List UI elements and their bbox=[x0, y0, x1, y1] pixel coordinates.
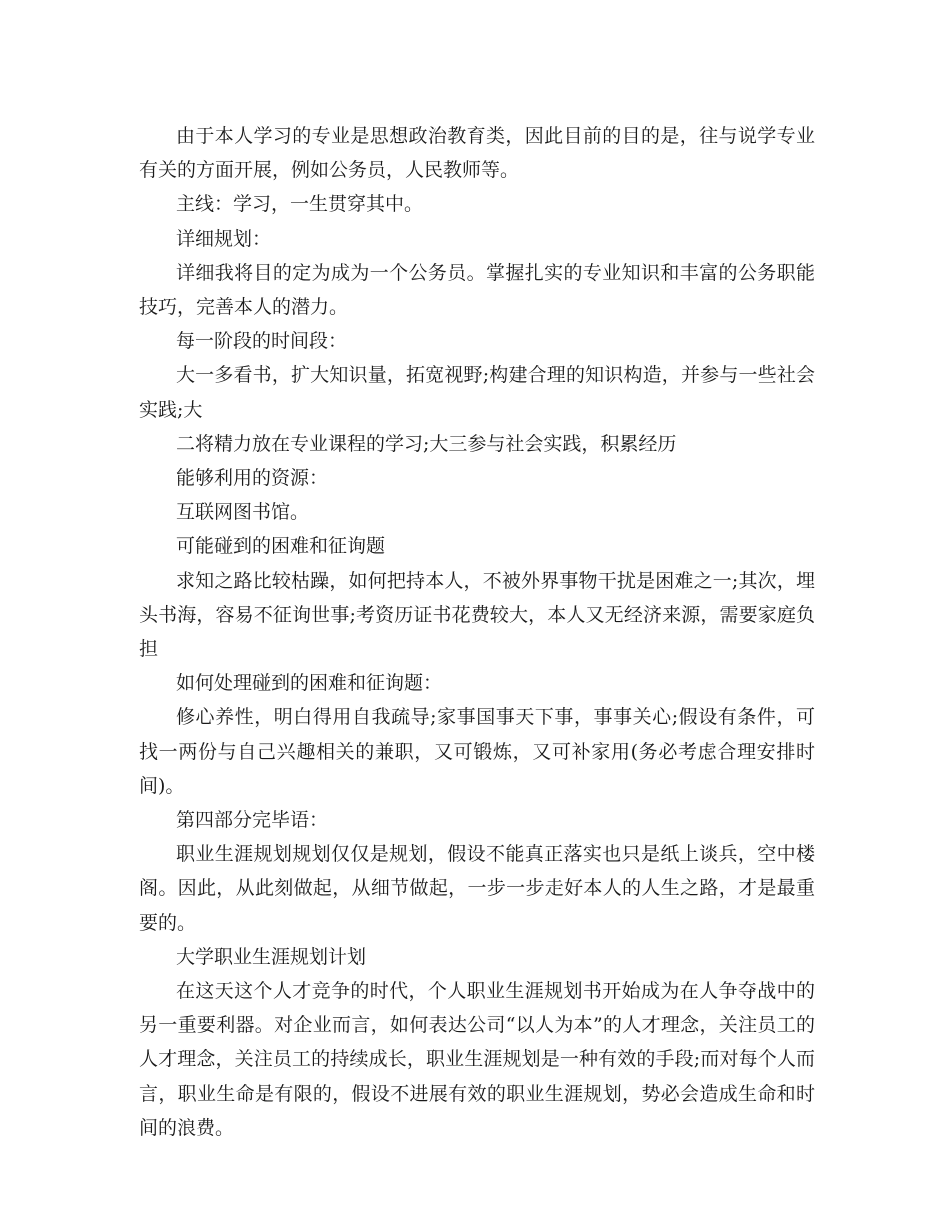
heading-career-plan: 大学职业生涯规划计划 bbox=[176, 945, 367, 968]
paragraph-conclusion: 职业生涯规划规划仅仅是规划，假设不能真正落实也只是纸上谈兵，空中楼阁。因此，从此刻做起，从细节做起，一步一步走好本人的人生之路，才是最重要的。 bbox=[139, 843, 815, 934]
paragraph-solutions: 修心养性，明白得用自我疏导;家事国事天下事，事事关心;假设有条件，可找一两份与自己兴趣相关的兼职，又可锻炼，又可补家用(务必考虑合理安排时间)。 bbox=[139, 706, 815, 797]
paragraph-year-two-three: 二将精力放在专业课程的学习;大三参与社会实践，积累经历 bbox=[176, 432, 677, 455]
paragraph-mainline: 主线：学习，一生贯穿其中。 bbox=[176, 193, 424, 216]
paragraph-resources: 互联网图书馆。 bbox=[176, 501, 310, 524]
paragraph-career-plan-intro: 在这天这个人才竞争的时代，个人职业生涯规划书开始成为在人争夺战中的另一重要利器。对企业而言，如何表达公司“以人为本”的人才理念，关注员工的人才理念，关注员工的持续成长，职业生涯规划是一种有效的手段;而对每个人而言，职业生命是有限的，假设不进展有效的职业生涯规划，势必会造成生命和时间的浪费。 bbox=[139, 980, 815, 1139]
heading-difficulties: 可能碰到的困难和征询题 bbox=[176, 535, 386, 558]
document-body bbox=[139, 119, 815, 1145]
paragraph-year-one: 大一多看书，扩大知识量，拓宽视野;构建合理的知识构造，并参与一些社会实践;大 bbox=[139, 364, 815, 421]
paragraph-goal: 由于本人学习的专业是思想政治教育类，因此目前的目的是，往与说学专业有关的方面开展，例如公务员，人民教师等。 bbox=[139, 125, 815, 182]
paragraph-difficulties: 求知之路比较枯躁，如何把持本人，不被外界事物干扰是困难之一;其次，埋头书海，容易不征询世事;考资历证书花费较大，本人又无经济来源，需要家庭负担 bbox=[139, 569, 815, 661]
heading-detailed-plan: 详细规划： bbox=[176, 227, 272, 250]
heading-part-four-conclusion: 第四部分完毕语： bbox=[176, 809, 329, 832]
heading-time-stages: 每一阶段的时间段： bbox=[176, 330, 348, 353]
heading-resources: 能够利用的资源： bbox=[176, 467, 329, 490]
paragraph-detailed-plan: 详细我将目的定为成为一个公务员。掌握扎实的专业知识和丰富的公务职能技巧，完善本人的潜力。 bbox=[139, 261, 815, 319]
heading-solutions: 如何处理碰到的困难和征询题： bbox=[176, 672, 443, 695]
